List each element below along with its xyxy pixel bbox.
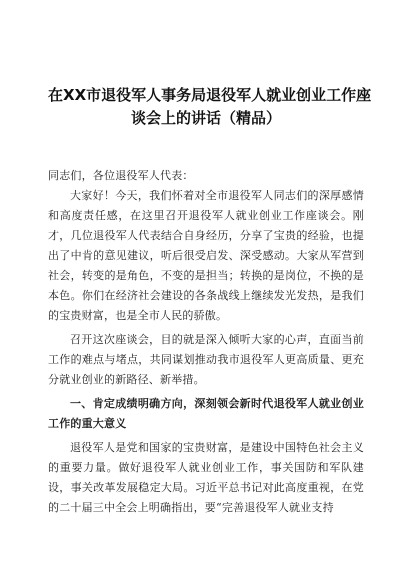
- title-line-2: 谈会上的讲话（精品）: [130, 109, 281, 127]
- document-body: [48, 166, 364, 518]
- document-title: [48, 0, 372, 130]
- salutation: 同志们，各位退役军人代表：: [48, 169, 194, 182]
- paragraph-opening: 大家好！今天，我们怀着对全市退役军人同志们的深厚感情和高度责任感，在这里召开退役军人就业创业工作座谈会。刚才，几位退役军人代表结合自身经历，分享了宝贵的经验，也提出了中肯的意见建议，听后很受启发、深受感动。大家从军营到社会，转变的是角色，不变的是担当；转换的是岗位，不换的是本色。你们在经济社会建设的各条战线上继续发光发热，是我们的宝贵财富，也是全市人民的骄傲。: [48, 189, 364, 322]
- title-line-1: 在XX市退役军人事务局退役军人就业创业工作座: [48, 86, 372, 104]
- paragraph-purpose: 召开这次座谈会，目的就是深入倾听大家的心声，直面当前工作的难点与堵点，共同谋划推动我市退役军人更高质量、更充分就业创业的新路径、新举措。: [48, 333, 364, 386]
- paragraph-significance: 退役军人是党和国家的宝贵财富，是建设中国特色社会主义的重要力量。做好退役军人就业创业工作，事关国防和军队建设，事关改革发展稳定大局。习近平总书记对此高度重视，在党的二十届三中全会上明确指出，要“完善退役军人就业支持: [48, 441, 364, 514]
- section-heading-1: 一、肯定成绩明确方向，深刻领会新时代退役军人就业创业工作的重大意义: [48, 397, 364, 430]
